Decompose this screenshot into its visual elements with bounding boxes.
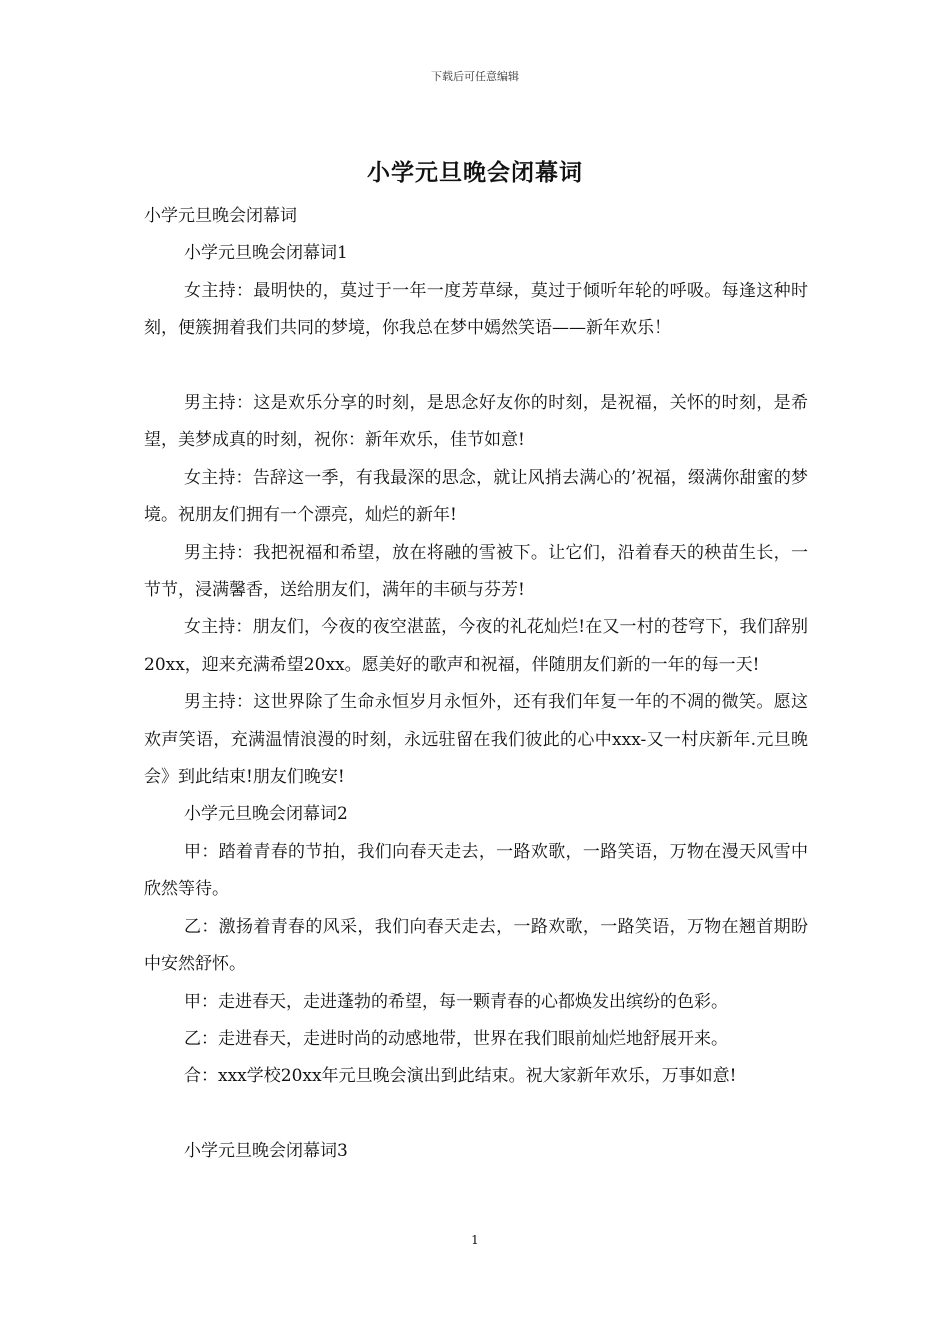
section-heading-3: 小学元旦晚会闭幕词3 xyxy=(184,1141,348,1162)
blank-line xyxy=(144,1096,808,1133)
paragraph: 男主持：我把祝福和希望，放在将融的雪被下。让它们，沿着春天的秧苗生长，一节节，浸满馨香，送给朋友们，满年的丰硕与芬芳! xyxy=(144,542,808,601)
page-number: 1 xyxy=(471,1233,479,1247)
body-subtitle: 小学元旦晚会闭幕词 xyxy=(144,206,297,226)
document-title: 小学元旦晚会闭幕词 xyxy=(367,159,583,186)
blank-line xyxy=(144,348,808,385)
paragraph: 甲：走进春天，走进蓬勃的希望，每一颗青春的心都焕发出缤纷的色彩。 xyxy=(184,991,728,1012)
paragraph: 男主持：这世界除了生命永恒岁月永恒外，还有我们年复一年的不凋的微笑。愿这欢声笑语，充满温情浪漫的时刻，永远驻留在我们彼此的心中xxx-又一村庆新年.元旦晚会》到此结束!朋友们晚安! xyxy=(144,692,808,788)
paragraph: 乙：走进春天，走进时尚的动感地带，世界在我们眼前灿烂地舒展开来。 xyxy=(184,1028,728,1049)
page-header-note: 下载后可任意编辑 xyxy=(431,70,519,83)
section-heading-1: 小学元旦晚会闭幕词1 xyxy=(184,243,348,264)
paragraph: 男主持：这是欢乐分享的时刻，是思念好友你的时刻，是祝福，关怀的时刻，是希望，美梦成真的时刻，祝你：新年欢乐，佳节如意! xyxy=(144,393,808,451)
paragraph: 女主持：告辞这一季，有我最深的思念，就让风捎去满心的’祝福，缀满你甜蜜的梦境。祝朋友们拥有一个漂亮，灿烂的新年! xyxy=(144,467,808,526)
paragraph: 女主持：最明快的，莫过于一年一度芳草绿，莫过于倾听年轮的呼吸。每逢这种时刻，便簇拥着我们共同的梦境，你我总在梦中嫣然笑语——新年欢乐！ xyxy=(144,280,808,339)
paragraph: 合：xxx学校20xx年元旦晚会演出到此结束。祝大家新年欢乐，万事如意! xyxy=(184,1066,737,1087)
paragraph: 女主持：朋友们，今夜的夜空湛蓝，今夜的礼花灿烂!在又一村的苍穹下，我们辞别20xx，迎来充满希望20xx。愿美好的歌声和祝福，伴随朋友们新的一年的每一天! xyxy=(144,617,808,675)
paragraph: 乙：激扬着青春的风采，我们向春天走去，一路欢歌，一路笑语，万物在翘首期盼中安然舒怀。 xyxy=(144,916,808,975)
section-heading-2: 小学元旦晚会闭幕词2 xyxy=(184,804,348,825)
paragraph: 甲：踏着青春的节拍，我们向春天走去，一路欢歌，一路笑语，万物在漫天风雪中欣然等待。 xyxy=(144,841,808,900)
document-body xyxy=(144,198,808,1171)
